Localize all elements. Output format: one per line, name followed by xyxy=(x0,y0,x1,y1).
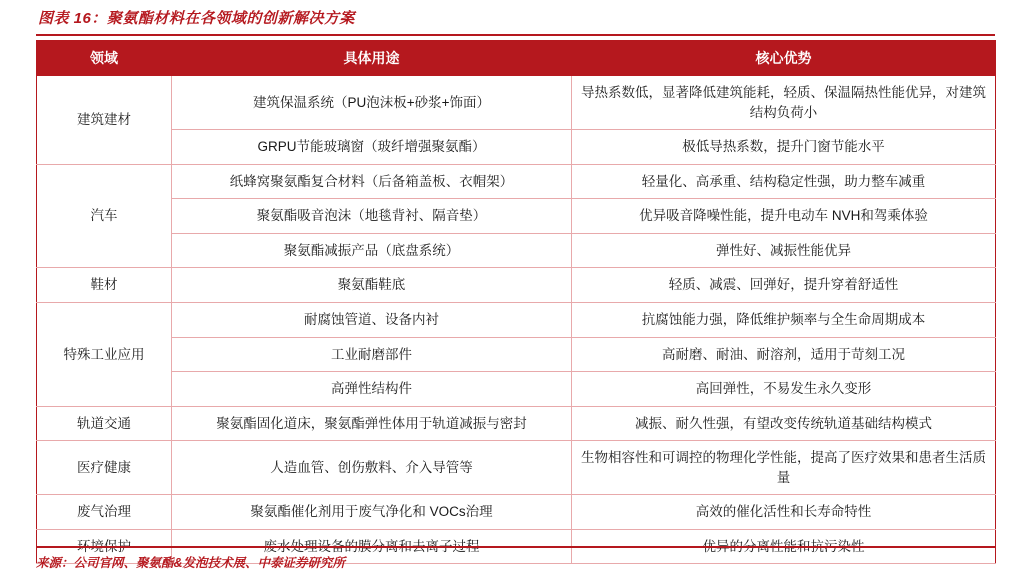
cell-advantage: 减振、耐久性强，有望改变传统轨道基础结构模式 xyxy=(572,406,996,441)
source-note: 来源：公司官网、聚氨酯&发泡技术展、中泰证券研究所 xyxy=(36,556,346,570)
table-row xyxy=(37,268,996,303)
cell-advantage: 导热系数低，显著降低建筑能耗，轻质、保温隔热性能优异，对建筑结构负荷小 xyxy=(572,76,996,130)
cell-category: 鞋材 xyxy=(37,268,172,303)
cell-use: GRPU节能玻璃窗（玻纤增强聚氨酯） xyxy=(172,130,572,165)
cell-category: 特殊工业应用 xyxy=(37,302,172,406)
cell-use: 纸蜂窝聚氨酯复合材料（后备箱盖板、衣帽架） xyxy=(172,164,572,199)
figure-title-bar xyxy=(36,0,995,36)
cell-use: 聚氨酯吸音泡沫（地毯背衬、隔音垫） xyxy=(172,199,572,234)
column-header-category: 领域 xyxy=(37,41,172,76)
cell-advantage: 优异的分离性能和抗污染性 xyxy=(572,529,996,564)
table-row xyxy=(37,233,996,268)
cell-category: 汽车 xyxy=(37,164,172,268)
cell-use: 聚氨酯催化剂用于废气净化和 VOCs治理 xyxy=(172,495,572,530)
cell-advantage: 轻质、减震、回弹好，提升穿着舒适性 xyxy=(572,268,996,303)
column-header-use: 具体用途 xyxy=(172,41,572,76)
cell-category: 环境保护 xyxy=(37,529,172,564)
cell-advantage: 优异吸音降噪性能，提升电动车 NVH和驾乘体验 xyxy=(572,199,996,234)
cell-use: 高弹性结构件 xyxy=(172,372,572,407)
table-row xyxy=(37,495,996,530)
cell-advantage: 高效的催化活性和长寿命特性 xyxy=(572,495,996,530)
cell-use: 聚氨酯减振产品（底盘系统） xyxy=(172,233,572,268)
cell-use: 人造血管、创伤敷料、介入导管等 xyxy=(172,441,572,495)
source-bar xyxy=(36,546,995,572)
table-row xyxy=(37,441,996,495)
cell-use: 聚氨酯固化道床，聚氨酯弹性体用于轨道减振与密封 xyxy=(172,406,572,441)
table-row xyxy=(37,164,996,199)
cell-category: 医疗健康 xyxy=(37,441,172,495)
table-body xyxy=(37,76,996,564)
table-row xyxy=(37,337,996,372)
cell-category: 建筑建材 xyxy=(37,76,172,165)
cell-advantage: 高回弹性，不易发生永久变形 xyxy=(572,372,996,407)
table-row xyxy=(37,76,996,130)
solutions-table xyxy=(36,40,996,564)
table-row xyxy=(37,130,996,165)
cell-advantage: 抗腐蚀能力强，降低维护频率与全生命周期成本 xyxy=(572,302,996,337)
cell-use: 工业耐磨部件 xyxy=(172,337,572,372)
cell-category: 废气治理 xyxy=(37,495,172,530)
cell-advantage: 生物相容性和可调控的物理化学性能，提高了医疗效果和患者生活质量 xyxy=(572,441,996,495)
cell-advantage: 轻量化、高承重、结构稳定性强，助力整车减重 xyxy=(572,164,996,199)
cell-advantage: 极低导热系数，提升门窗节能水平 xyxy=(572,130,996,165)
column-header-advantage: 核心优势 xyxy=(572,41,996,76)
table-row xyxy=(37,372,996,407)
table-row xyxy=(37,406,996,441)
table-row xyxy=(37,302,996,337)
cell-category: 轨道交通 xyxy=(37,406,172,441)
table-header-row xyxy=(37,41,996,76)
table-row xyxy=(37,199,996,234)
cell-use: 耐腐蚀管道、设备内衬 xyxy=(172,302,572,337)
cell-use: 废水处理设备的膜分离和去离子过程 xyxy=(172,529,572,564)
page-title: 图表 16：聚氨酯材料在各领域的创新解决方案 xyxy=(38,9,355,27)
cell-use: 聚氨酯鞋底 xyxy=(172,268,572,303)
cell-use: 建筑保温系统（PU泡沫板+砂浆+饰面） xyxy=(172,76,572,130)
cell-advantage: 弹性好、减振性能优异 xyxy=(572,233,996,268)
cell-advantage: 高耐磨、耐油、耐溶剂，适用于苛刻工况 xyxy=(572,337,996,372)
